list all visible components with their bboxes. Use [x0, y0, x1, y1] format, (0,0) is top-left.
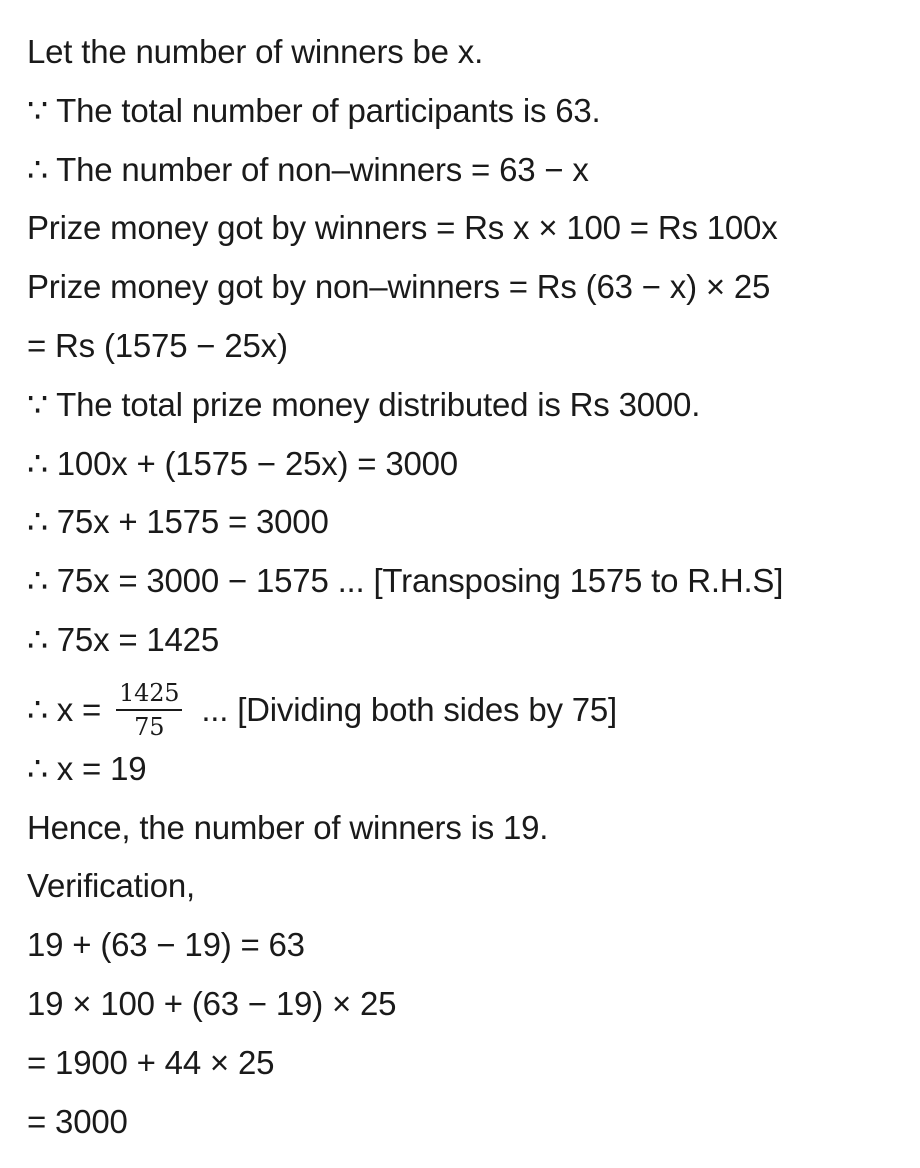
fraction-line	[27, 675, 900, 745]
solution-line: Prize money got by winners = Rs x × 100 = Rs 100x	[27, 209, 778, 247]
solution-line: ∴ 75x = 3000 − 1575 ... [Transposing 1575 to R.H.S]	[27, 562, 784, 600]
solution-line: ∴ 75x = 1425	[27, 620, 219, 658]
solution-line: ∴ 75x + 1575 = 3000	[27, 503, 329, 541]
fraction-denominator: 75	[134, 713, 165, 742]
verification-line: 19 × 100 + (63 − 19) × 25	[27, 984, 397, 1022]
verification-line: 19 + (63 − 19) = 63	[27, 926, 305, 964]
solution-lines	[27, 28, 900, 1156]
fraction	[116, 679, 182, 741]
solution-line: ∴ 100x + (1575 − 25x) = 3000	[27, 444, 458, 482]
solution-line: ∴ x = 19	[27, 749, 147, 787]
solution-line: ∵ The total prize money distributed is Rs 3000.	[27, 385, 701, 423]
verification-line: = 3000	[27, 1102, 128, 1140]
solution-line: ∴ The number of non–winners = 63 − x	[27, 150, 589, 188]
fraction-prefix: ∴ x =	[27, 690, 102, 728]
solution-line: Let the number of winners be x.	[27, 33, 484, 70]
solution-line: ∵ The total number of participants is 63.	[27, 91, 601, 129]
verification-line: = 1900 + 44 × 25	[27, 1043, 275, 1081]
solution-line: = Rs (1575 − 25x)	[27, 326, 288, 364]
conclusion-line: Hence, the number of winners is 19.	[27, 808, 549, 846]
solution-line: Prize money got by non–winners = Rs (63 − x) × 25	[27, 268, 771, 306]
fraction-numerator: 1425	[116, 679, 182, 711]
fraction-suffix: ... [Dividing both sides by 75]	[201, 690, 618, 728]
verification-heading: Verification,	[27, 867, 195, 905]
